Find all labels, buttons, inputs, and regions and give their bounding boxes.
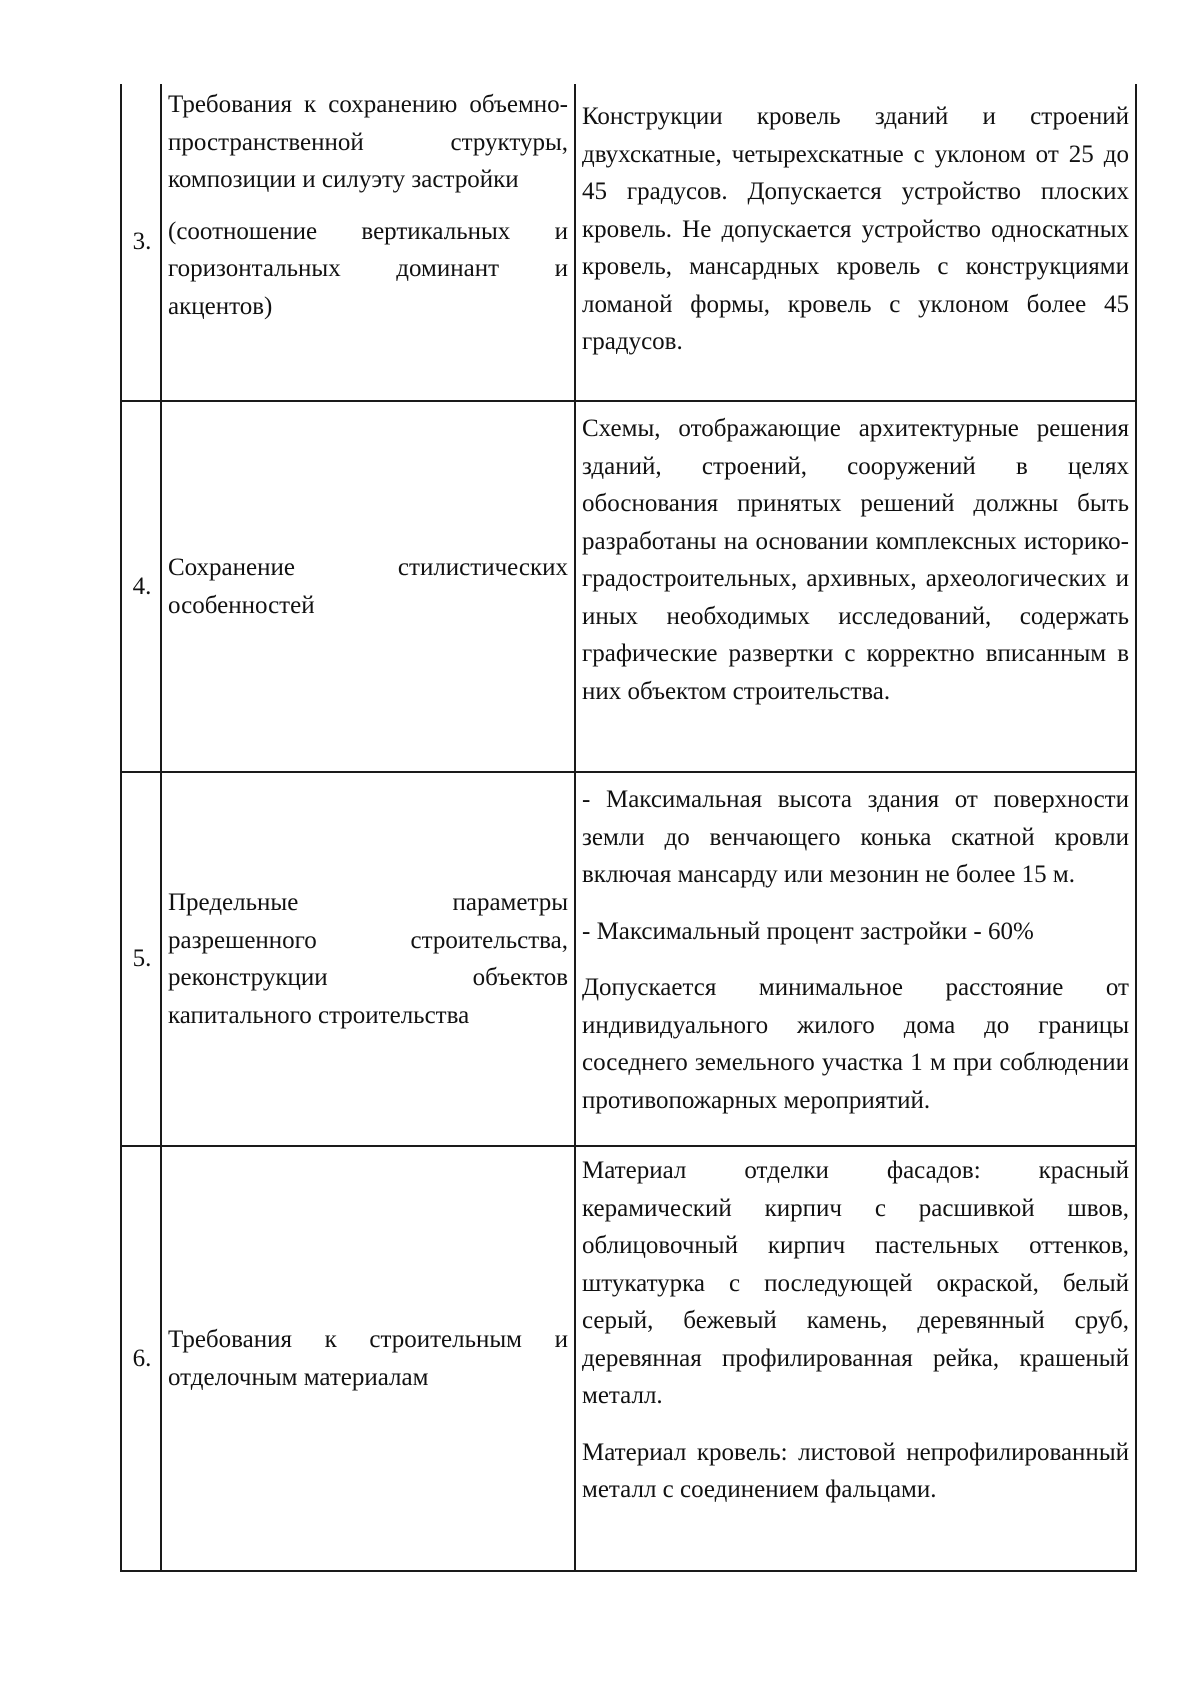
description-text: Допускается минимальное расстояние от индивидуального жилого дома до границы соседнего земельного участка 1 м при соблюдении противопожарных мероприятий. [582, 974, 1129, 1114]
description-text: Материал отделки фасадов: красный керамический кирпич с расшивкой швов, облицовочный кирпич пастельных оттенков, штукатурка с последующей окраской, белый серый, бежевый камень, деревянный сруб, деревянная профилированная рейка, крашеный металл. [582, 1157, 1129, 1409]
table-row [121, 401, 1136, 772]
description-text: Схемы, отображающие архитектурные решения зданий, строений, сооружений в целях обоснования принятых решений должны быть разработаны на основании комплексных историко-градостроительных, архивных, археологических и иных необходимых исследований, содержать графические развертки с корректно вписанным в них объектом строительства. [582, 415, 1129, 705]
description-text: Конструкции кровель зданий и строений двухскатные, четырехскатные с уклоном от 25 до 45 градусов. Допускается устройство плоских кровель. Не допускается устройство односкатных кровель, мансардных кровель с конструкциями ломаной формы, кровель с уклоном более 45 градусов. [582, 103, 1129, 355]
requirement-text: Требования к сохранению объемно-пространственной структуры, композиции и силуэту застройки [168, 91, 568, 193]
description-cell [575, 772, 1136, 1146]
table-row [121, 84, 1136, 401]
description-text: - Максимальный процент застройки - 60% [582, 917, 1034, 945]
description-cell [575, 1146, 1136, 1571]
requirements-table [120, 84, 1137, 1572]
description-text: Материал кровель: листовой непрофилированный металл с соединением фальцами. [582, 1438, 1129, 1503]
row-number-cell [121, 772, 161, 1146]
row-number-cell [121, 1146, 161, 1571]
row-number: 3. [132, 228, 152, 255]
requirement-cell [161, 84, 575, 401]
requirement-text: Требования к строительным и отделочным материалам [168, 1326, 568, 1391]
row-number-cell [121, 401, 161, 772]
requirement-text: Предельные параметры разрешенного строительства, реконструкции объектов капитального строительства [168, 889, 568, 1029]
requirement-note: (соотношение вертикальных и горизонтальных доминант и акцентов) [168, 217, 568, 320]
row-number: 4. [132, 572, 152, 600]
description-cell [575, 401, 1136, 772]
row-number: 6. [132, 1344, 152, 1372]
description-cell [575, 84, 1136, 401]
requirement-cell [161, 401, 575, 772]
description-text: - Максимальная высота здания от поверхности земли до венчающего конька скатной кровли включая мансарду или мезонин не более 15 м. [582, 786, 1129, 888]
row-number-cell [121, 84, 161, 401]
table-row [121, 1146, 1136, 1571]
requirement-text: Сохранение стилистических особенностей [168, 554, 568, 619]
table-row [121, 772, 1136, 1146]
requirement-cell [161, 1146, 575, 1571]
requirement-cell [161, 772, 575, 1146]
row-number: 5. [132, 945, 152, 972]
